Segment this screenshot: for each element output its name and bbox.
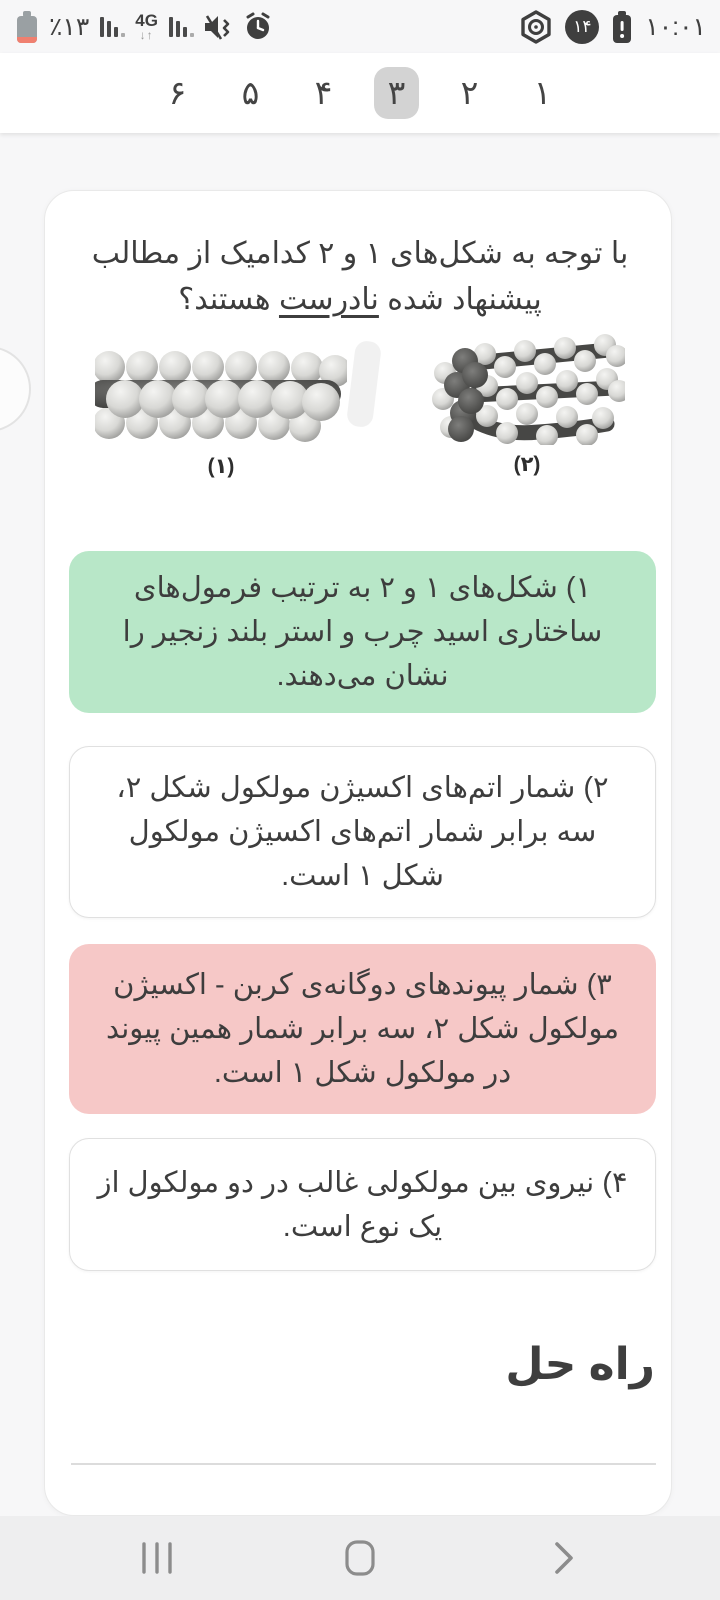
battery-alert-icon: [610, 9, 634, 45]
recents-button[interactable]: [137, 1538, 177, 1578]
clock-label: ۱۰:۰۱: [645, 12, 706, 41]
question-text: با توجه به شکل‌های ۱ و ۲ کدامیک از مطالب پیشنهاد شده نادرست هستند؟: [91, 237, 629, 316]
answer-option-2-text: ۲) شمار اتم‌های اکسیژن مولکول شکل ۲، سه برابر شمار اتم‌های اکسیژن مولکول شکل ۱ است.: [116, 772, 609, 892]
tab-question-2[interactable]: ۲: [460, 74, 479, 111]
home-button[interactable]: [340, 1538, 380, 1578]
notification-count-badge: [565, 10, 599, 44]
tab-question-3-active[interactable]: ۳: [374, 67, 419, 119]
answer-option-4[interactable]: [69, 1138, 656, 1271]
back-button[interactable]: [543, 1538, 583, 1578]
status-bar-left: [14, 9, 273, 45]
battery-percent-label: ٪۱۳: [49, 12, 90, 41]
solution-divider: [71, 1463, 656, 1465]
status-bar-right: [518, 9, 706, 45]
notification-count: ۱۴: [573, 17, 592, 36]
question-card: [44, 190, 672, 1516]
answer-option-1[interactable]: [69, 551, 656, 713]
hexagon-app-icon: [518, 9, 554, 45]
answer-option-3-text: ۳) شمار پیوندهای دوگانه‌ی کربن - اکسیژن مولکول شکل ۲، سه برابر شمار همین پیوند در مولکول شکل ۱ است.: [106, 969, 619, 1089]
answer-option-1-text: ۱) شکل‌های ۱ و ۲ به ترتیب فرمول‌های ساختاری اسید چرب و استر بلند زنجیر را نشان می‌دهند.: [122, 572, 603, 692]
figure-1-label: (۱): [207, 455, 235, 478]
alarm-clock-icon: [243, 12, 273, 42]
signal-bars-icon: [167, 13, 195, 41]
android-navigation-bar: [0, 1516, 720, 1600]
solution-heading: راه حل: [505, 1340, 655, 1389]
battery-low-icon: [14, 9, 40, 45]
mute-vibrate-icon: [204, 12, 234, 42]
signal-bars-icon: [98, 13, 126, 41]
underlined-word: نادرست: [278, 283, 379, 316]
question-tabs: [155, 67, 565, 119]
scan-artifact: [346, 340, 382, 429]
network-4g-icon: 4G ↓↑: [135, 11, 158, 42]
figure-1-molecule: [95, 339, 347, 478]
figure-1-molecule-image: [95, 339, 347, 447]
figure-2-molecule: [429, 333, 625, 476]
answer-option-4-text: ۴) نیروی بین مولکولی غالب در دو مولکول از یک نوع است.: [97, 1166, 628, 1243]
question-tab-bar: [0, 53, 720, 133]
molecule-figures: [45, 331, 673, 478]
answer-option-3[interactable]: [69, 944, 656, 1114]
page-swipe-handle[interactable]: [0, 346, 31, 432]
tab-question-6[interactable]: ۶: [168, 74, 187, 111]
tab-question-1[interactable]: ۱: [533, 74, 552, 111]
figure-2-label: (۲): [513, 453, 541, 476]
status-bar: [0, 0, 720, 53]
figure-2-molecule-image: [429, 333, 625, 445]
tab-question-5[interactable]: ۵: [241, 74, 260, 111]
answer-option-2[interactable]: [69, 746, 656, 918]
tab-question-4[interactable]: ۴: [314, 74, 333, 111]
